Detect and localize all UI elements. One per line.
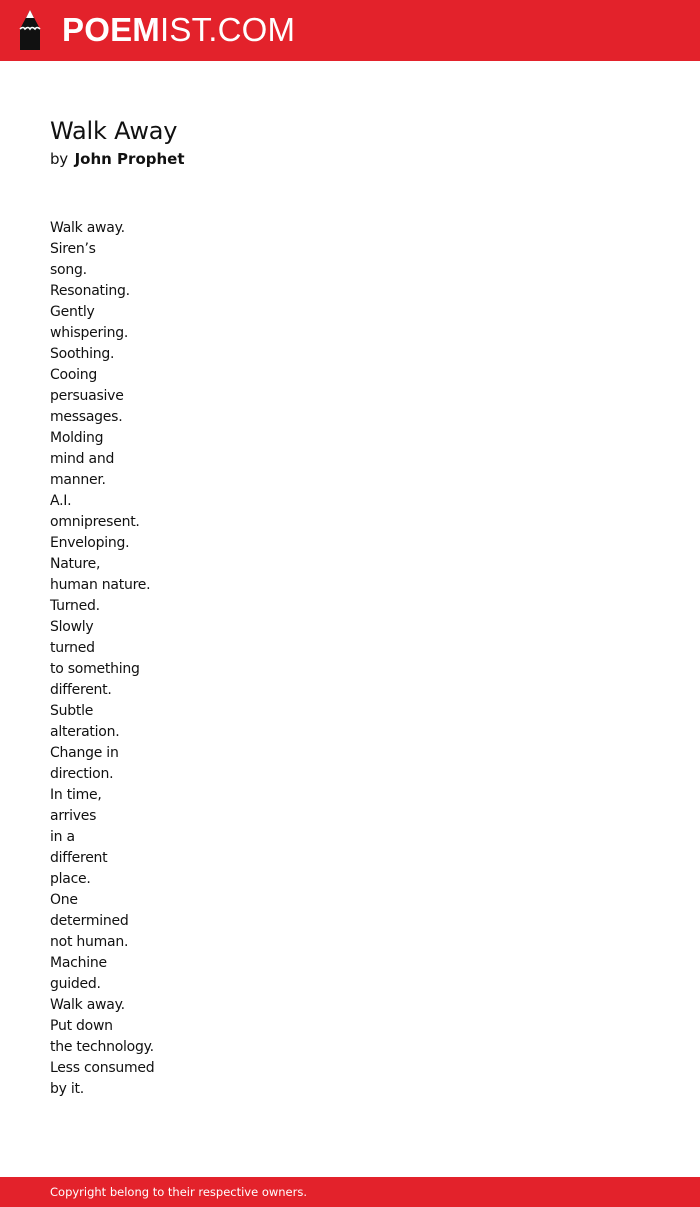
byline-label: by (50, 150, 68, 168)
poem-line: manner. (50, 472, 106, 488)
poem-line: Change in (50, 745, 119, 761)
brand-name-light: IST.COM (159, 11, 296, 48)
site-header (0, 0, 700, 61)
poem-line: song. (50, 262, 87, 278)
poem-line: omnipresent. (50, 514, 140, 530)
poem-line: persuasive (50, 388, 124, 404)
poem-line: Machine (50, 955, 107, 971)
poem-line: Walk away. (50, 220, 125, 236)
poem-line: arrives (50, 808, 97, 824)
poem-line: different. (50, 682, 112, 698)
site-logo[interactable] (18, 9, 295, 51)
poem-line: alteration. (50, 724, 120, 740)
poem-line: human nature. (50, 577, 151, 593)
poem-line: determined (50, 913, 129, 929)
copyright-notice: Copyright belong to their respective owners. (50, 1185, 308, 1199)
poem-line: turned (50, 640, 95, 656)
poem-byline (50, 148, 185, 170)
poem-line: mind and (50, 451, 115, 467)
poem-author[interactable]: John Prophet (74, 150, 185, 168)
poem-line: different (50, 850, 108, 866)
poem-line: Slowly (50, 619, 94, 635)
poem-line: the technology. (50, 1039, 154, 1055)
poem-line: Gently (50, 304, 95, 320)
poem-line: guided. (50, 976, 101, 992)
poem-line: by it. (50, 1081, 84, 1097)
site-footer (0, 1177, 700, 1207)
poem-body (50, 218, 154, 1100)
poem-line: Turned. (50, 598, 100, 614)
poem-line: messages. (50, 409, 123, 425)
poem-line: to something (50, 661, 140, 677)
poem-line: place. (50, 871, 91, 887)
poem-line: not human. (50, 934, 129, 950)
poem-line: whispering. (50, 325, 129, 341)
poem-line: Resonating. (50, 283, 130, 299)
poem-line: Cooing (50, 367, 98, 383)
pencil-tip-icon (18, 9, 42, 51)
poem-line: Subtle (50, 703, 94, 719)
brand-name-bold: POEM (62, 11, 160, 48)
poem-line: In time, (50, 787, 102, 803)
poem-line: Walk away. (50, 997, 125, 1013)
poem-line: Siren’s (50, 241, 96, 257)
poem-line: Less consumed (50, 1060, 155, 1076)
poem-line: Put down (50, 1018, 113, 1034)
poem-line: Soothing. (50, 346, 115, 362)
poem-line: Nature, (50, 556, 101, 572)
poem-line: A.I. (50, 493, 72, 509)
poem-line: in a (50, 829, 75, 845)
poem-line: Molding (50, 430, 104, 446)
poem-title: Walk Away (50, 117, 178, 145)
poem-line: Enveloping. (50, 535, 130, 551)
brand-name (62, 9, 295, 51)
poem-line: One (50, 892, 78, 908)
poem-line: direction. (50, 766, 114, 782)
